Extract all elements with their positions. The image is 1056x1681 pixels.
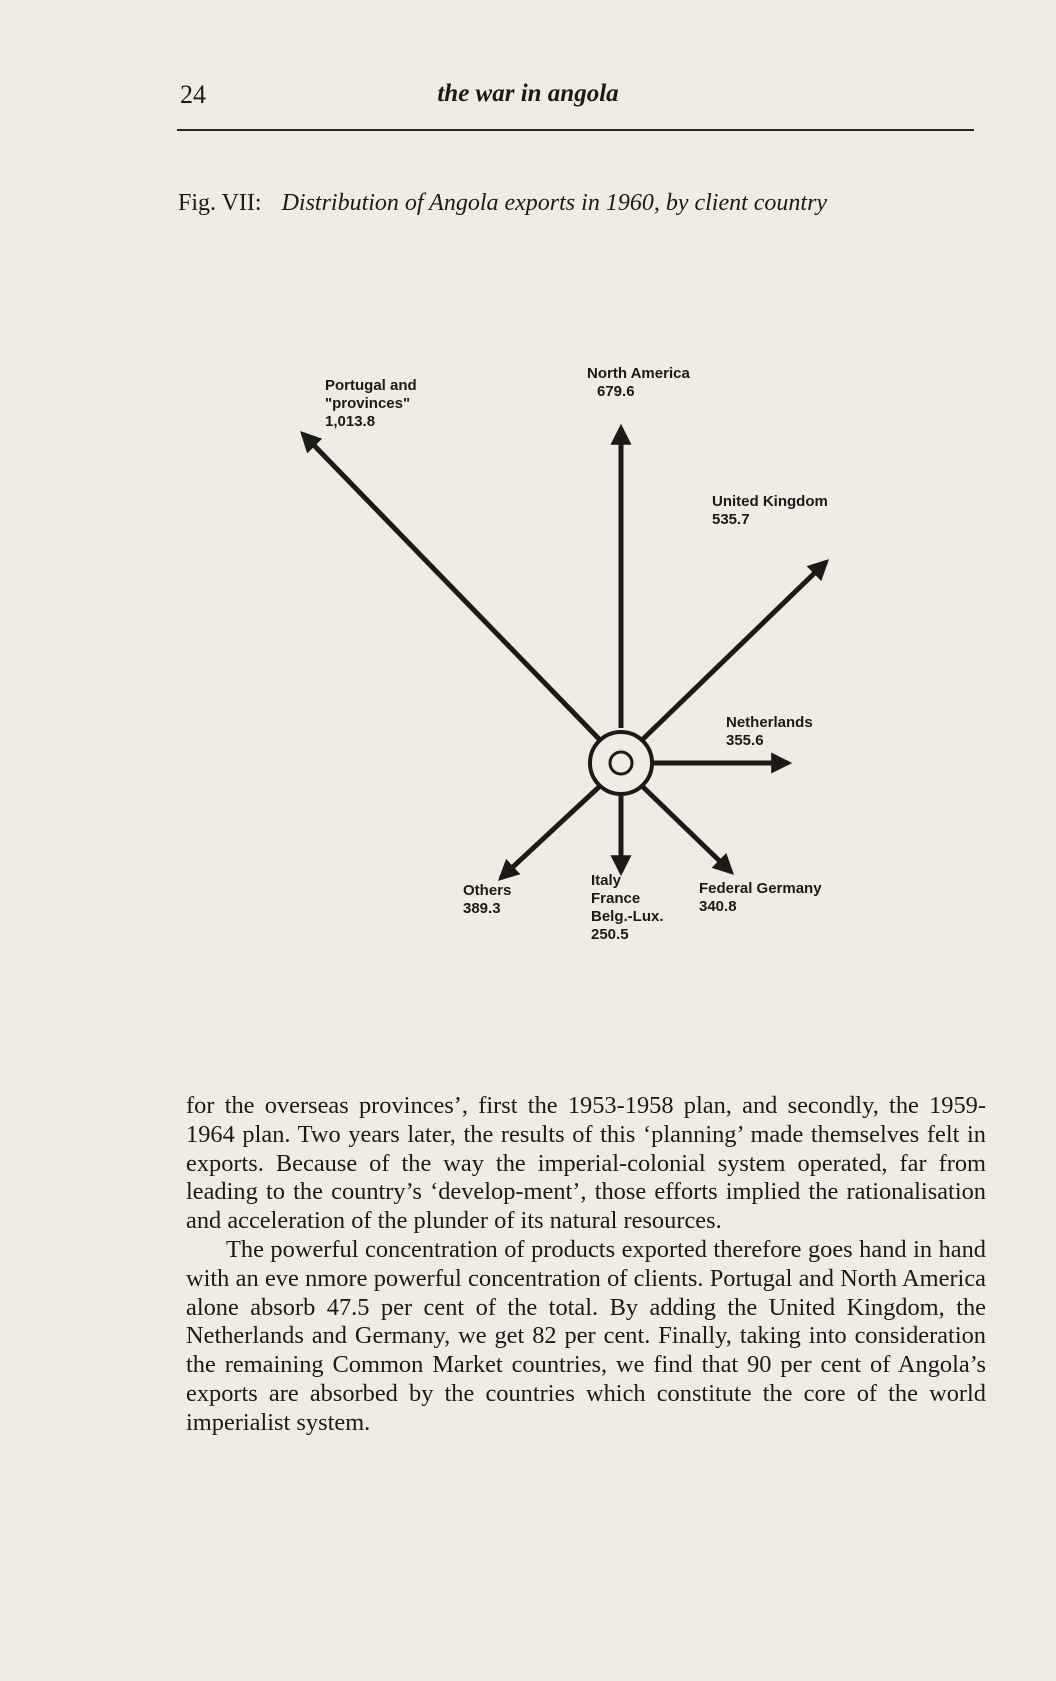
- label-italy-line3: Belg.-Lux.: [591, 908, 664, 925]
- label-north-america-value: 679.6: [597, 383, 635, 400]
- label-north-america: [587, 365, 690, 401]
- label-italy-line2: France: [591, 890, 641, 907]
- label-italy-group-value: 250.5: [591, 926, 629, 943]
- label-others-name: Others: [463, 882, 512, 899]
- figure-number: Fig. VII:: [178, 190, 262, 216]
- page-number: 24: [180, 80, 206, 109]
- figure-title: Distribution of Angola exports in 1960, by client country: [281, 190, 828, 216]
- label-federal-germany: [699, 880, 822, 916]
- arrow-federal-germany: [642, 786, 731, 872]
- label-north-america-name: North America: [587, 365, 690, 382]
- label-portugal-value: 1,013.8: [325, 413, 376, 430]
- running-title: the war in angola: [437, 80, 619, 107]
- label-netherlands-value: 355.6: [726, 732, 764, 749]
- label-portugal-line1: Portugal and: [325, 377, 417, 394]
- body-text: [186, 1092, 986, 1438]
- label-united-kingdom-name: United Kingdom: [712, 493, 828, 510]
- label-italy-group: [591, 872, 664, 944]
- label-portugal: [325, 377, 417, 431]
- label-federal-germany-value: 340.8: [699, 898, 737, 915]
- center-hub-inner: [610, 752, 632, 774]
- label-others-value: 389.3: [463, 900, 501, 917]
- label-united-kingdom-value: 535.7: [712, 511, 750, 528]
- label-netherlands: [726, 714, 813, 750]
- arrow-others: [501, 786, 600, 878]
- body-paragraph-1: for the overseas provinces’, first the 1953-1958 plan, and secondly, the 1959-1964 plan. Two years later, the results of this ‘planning’ made themselves felt in exports. Because of the way the imperial-colonial system operated, far from leading to the country’s ‘develop-ment’, those efforts implied the rationalisation and acceleration of the plunder of its natural resources.: [186, 1092, 986, 1235]
- body-paragraph-2: The powerful concentration of products exported therefore goes hand in hand with an eve nmore powerful concentration of clients. Portugal and North America alone absorb 47.5 per cent of the total. By adding the United Kingdom, the Netherlands and Germany, we get 82 per cent. Finally, taking into consideration the remaining Common Market countries, we find that 90 per cent of Angola’s exports are absorbed by the countries which constitute the core of the world imperialist system.: [186, 1235, 986, 1436]
- label-others: [463, 882, 511, 918]
- label-italy-line1: Italy: [591, 872, 622, 889]
- arrow-portugal: [303, 434, 600, 740]
- label-federal-germany-name: Federal Germany: [699, 880, 822, 897]
- label-united-kingdom: [712, 493, 828, 529]
- label-netherlands-name: Netherlands: [726, 714, 813, 731]
- label-portugal-line2: "provinces": [325, 395, 411, 412]
